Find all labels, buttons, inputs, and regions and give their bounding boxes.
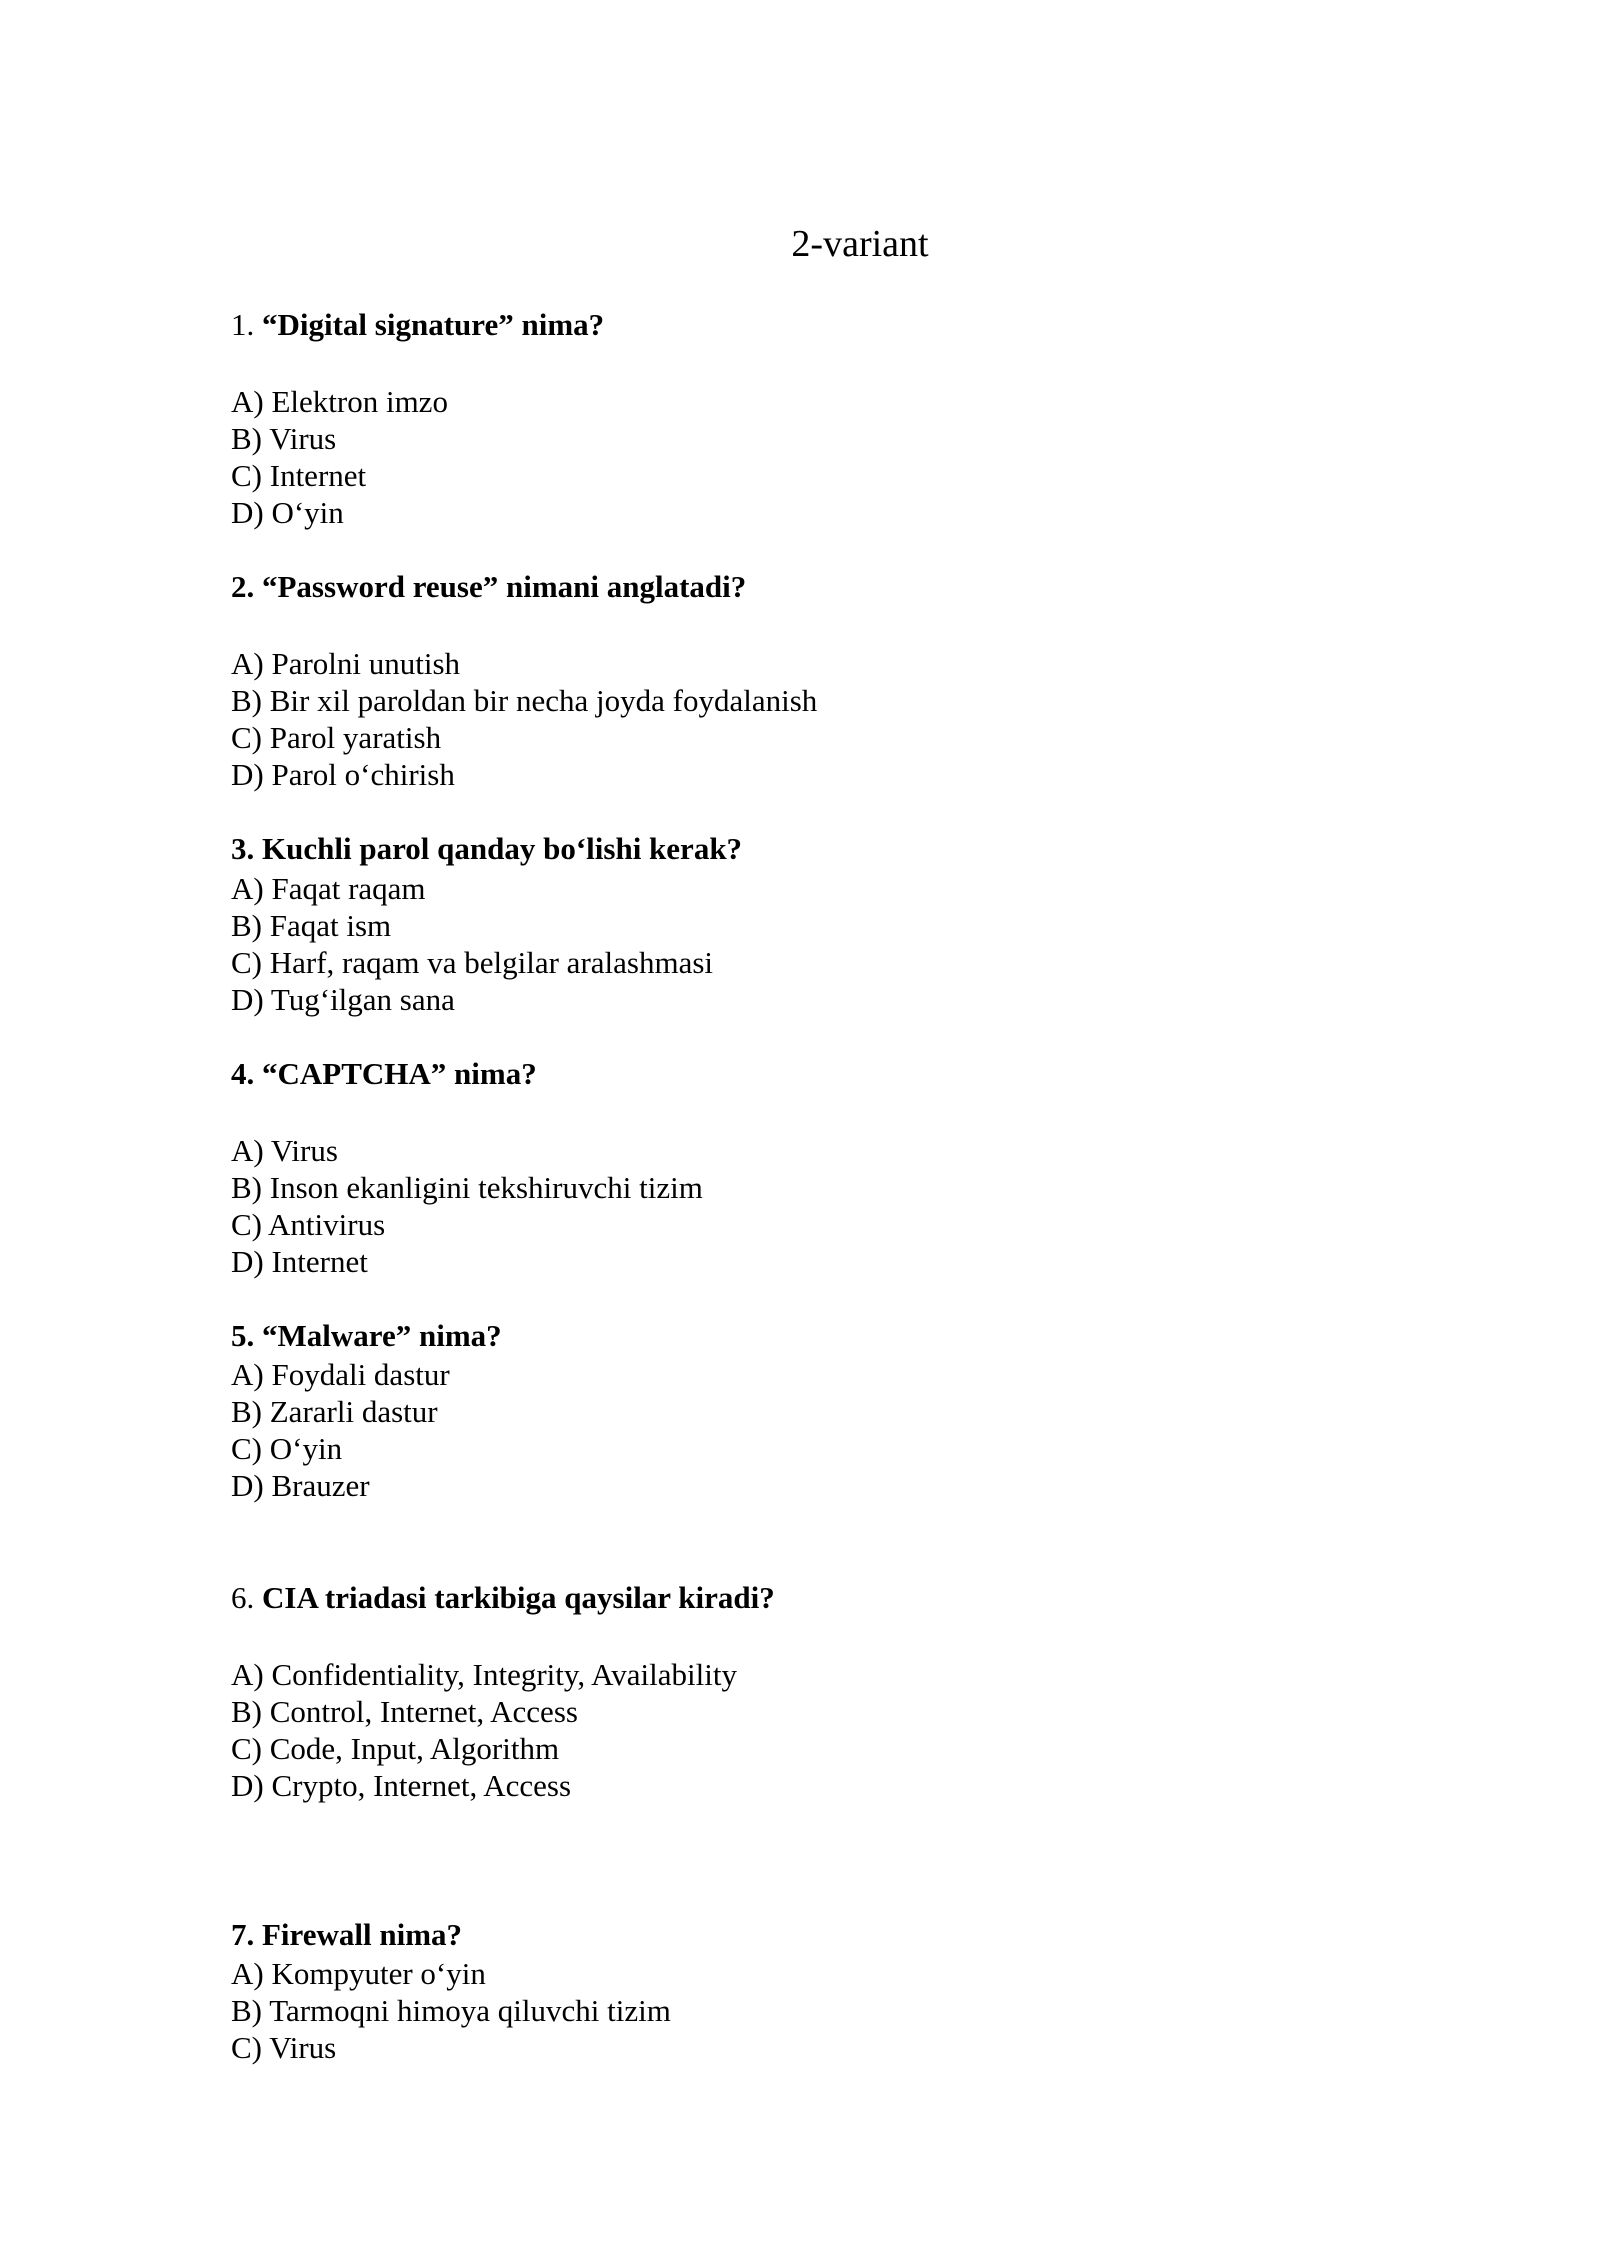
- question-3: [231, 830, 742, 867]
- question-number: 7.: [231, 1917, 255, 1952]
- option: B) Tarmoqni himoya qiluvchi tizim: [231, 1993, 671, 2028]
- question-2: [231, 568, 746, 605]
- option: C) Antivirus: [231, 1207, 386, 1242]
- option: D) O‘yin: [231, 495, 344, 530]
- question-text: Kuchli parol qanday bo‘lishi kerak?: [262, 831, 743, 866]
- option: B) Control, Internet, Access: [231, 1694, 578, 1729]
- option: B) Zararli dastur: [231, 1394, 438, 1429]
- question-number: 5.: [231, 1318, 255, 1353]
- question-number: 2.: [231, 569, 255, 604]
- option: C) Virus: [231, 2030, 337, 2065]
- question-4: [231, 1055, 537, 1092]
- question-text: “CAPTCHA” nima?: [262, 1056, 537, 1091]
- option: D) Tug‘ilgan sana: [231, 982, 455, 1017]
- option: C) Harf, raqam va belgilar aralashmasi: [231, 945, 714, 980]
- question-number: 6.: [231, 1580, 255, 1615]
- option: D) Brauzer: [231, 1468, 370, 1503]
- question-text: “Password reuse” nimani anglatadi?: [262, 569, 747, 604]
- option: D) Parol o‘chirish: [231, 757, 455, 792]
- option: A) Elektron imzo: [231, 384, 448, 419]
- option: C) Parol yaratish: [231, 720, 442, 755]
- question-text: “Digital signature” nima?: [262, 307, 605, 342]
- option: B) Inson ekanligini tekshiruvchi tizim: [231, 1170, 703, 1205]
- option: C) Code, Input, Algorithm: [231, 1731, 560, 1766]
- option: B) Virus: [231, 421, 337, 456]
- option: D) Internet: [231, 1244, 368, 1279]
- option: B) Bir xil paroldan bir necha joyda foydalanish: [231, 683, 818, 718]
- option: A) Kompyuter o‘yin: [231, 1956, 486, 1991]
- option: B) Faqat ism: [231, 908, 392, 943]
- question-number: 1.: [231, 307, 255, 342]
- option: C) Internet: [231, 458, 367, 493]
- question-text: CIA triadasi tarkibiga qaysilar kiradi?: [262, 1580, 775, 1615]
- option: D) Crypto, Internet, Access: [231, 1768, 572, 1803]
- question-7: [231, 1916, 462, 1953]
- question-5: [231, 1317, 502, 1354]
- question-text: Firewall nima?: [262, 1917, 463, 1952]
- question-text: “Malware” nima?: [262, 1318, 502, 1353]
- option: A) Faqat raqam: [231, 871, 426, 906]
- question-number: 3.: [231, 831, 255, 866]
- question-6: [231, 1579, 775, 1616]
- option: A) Foydali dastur: [231, 1357, 450, 1392]
- page-title: 2-variant: [791, 223, 929, 265]
- option: A) Confidentiality, Integrity, Availability: [231, 1657, 737, 1692]
- option: A) Parolni unutish: [231, 646, 461, 681]
- question-number: 4.: [231, 1056, 255, 1091]
- option: C) O‘yin: [231, 1431, 343, 1466]
- option: A) Virus: [231, 1133, 338, 1168]
- question-1: [231, 306, 604, 343]
